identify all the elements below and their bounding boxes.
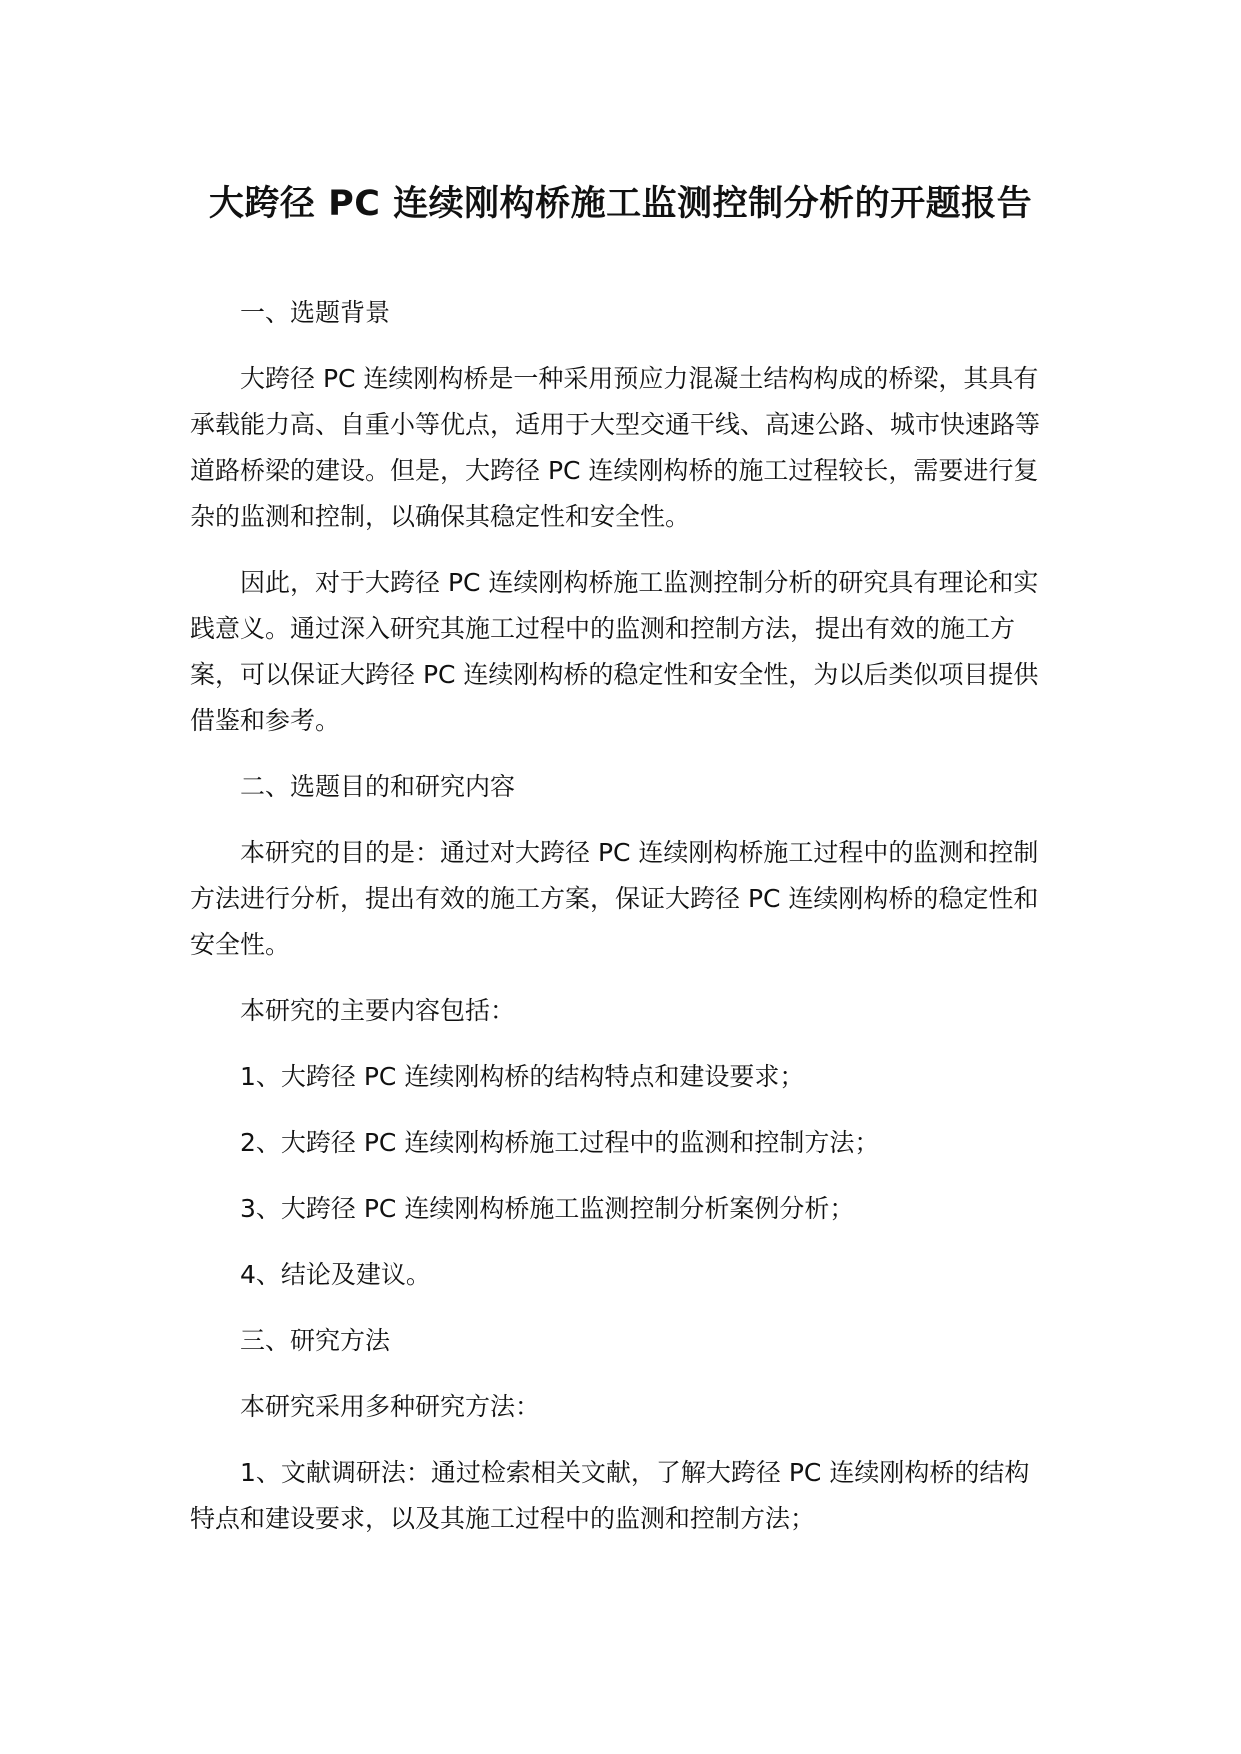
section-heading-methods: 三、研究方法: [240, 1326, 391, 1355]
paragraph-purpose: 本研究的目的是：通过对大跨径 PC 连续刚构桥施工过程中的监测和控制方法进行分析，提出有效的施工方案，保证大跨径 PC 连续刚构桥的稳定性和安全性。: [190, 838, 1039, 959]
list-item: 3、大跨径 PC 连续刚构桥施工监测控制分析案例分析；: [240, 1194, 855, 1223]
paragraph-methods-intro: 本研究采用多种研究方法：: [240, 1392, 541, 1421]
list-item: 1、文献调研法：通过检索相关文献，了解大跨径 PC 连续刚构桥的结构特点和建设要求，以及其施工过程中的监测和控制方法；: [190, 1458, 1030, 1533]
list-item: 2、大跨径 PC 连续刚构桥施工过程中的监测和控制方法；: [240, 1128, 880, 1157]
document-body: [190, 290, 1052, 1562]
section-heading-background: 一、选题背景: [240, 298, 391, 327]
list-item: 4、结论及建议。: [240, 1260, 431, 1289]
document-title: 大跨径 PC 连续刚构桥施工监测控制分析的开题报告: [208, 184, 1033, 224]
paragraph-background: 大跨径 PC 连续刚构桥是一种采用预应力混凝土结构构成的桥梁，其具有承载能力高、自重小等优点，适用于大型交通干线、高速公路、城市快速路等道路桥梁的建设。但是，大跨径 PC 连续刚构桥的施工过程较长，需要进行复杂的监测和控制，以确保其稳定性和安全性。: [190, 364, 1041, 531]
section-heading-purpose: 二、选题目的和研究内容: [240, 772, 516, 801]
list-item: 1、大跨径 PC 连续刚构桥的结构特点和建设要求；: [240, 1062, 805, 1091]
paragraph-significance: 因此，对于大跨径 PC 连续刚构桥施工监测控制分析的研究具有理论和实践意义。通过深入研究其施工过程中的监测和控制方法，提出有效的施工方案，可以保证大跨径 PC 连续刚构桥的稳定性和安全性，为以后类似项目提供借鉴和参考。: [190, 568, 1039, 735]
paragraph-content-intro: 本研究的主要内容包括：: [240, 996, 516, 1025]
